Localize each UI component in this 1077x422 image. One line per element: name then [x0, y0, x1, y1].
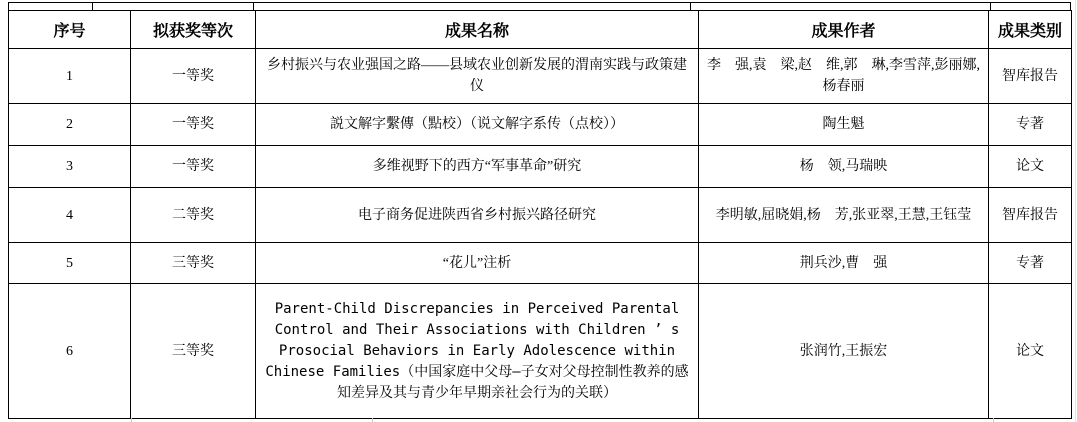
header-row [9, 11, 1072, 49]
cell-category: 论文 [989, 146, 1072, 188]
table-row [9, 243, 1072, 284]
cell-achievement-name: 多维视野下的西方“军事革命”研究 [256, 146, 699, 188]
screenshot-edge-line [1075, 0, 1076, 422]
clipped-gridline-stub [372, 418, 373, 422]
cell-authors: 李 强,袁 梁,赵 维,郭 琳,李雪萍,彭丽娜,杨春丽 [699, 49, 989, 104]
cell-category: 专著 [989, 104, 1072, 146]
cell-achievement-name: 乡村振兴与农业强国之路——县域农业创新发展的渭南实践与政策建仪 [256, 49, 699, 104]
cell-number: 3 [9, 146, 131, 188]
cell-authors: 杨 领,马瑞映 [699, 146, 989, 188]
table-row [9, 146, 1072, 188]
cell-number: 4 [9, 188, 131, 243]
cell-authors: 陶生魁 [699, 104, 989, 146]
cell-achievement-name: Parent-Child Discrepancies in Perceived Parental Control and Their Associations with Children ’ s Prosocial Behaviors in Early Adolescence within Chinese Families（中国家庭中父母—子女对父母控制性教养的感知差异及其与青少年早期亲社会行为的关联） [256, 284, 699, 419]
cell-category: 论文 [989, 284, 1072, 419]
cell-category: 专著 [989, 243, 1072, 284]
cell-achievement-name: 电子商务促进陕西省乡村振兴路径研究 [256, 188, 699, 243]
cell-award-level: 一等奖 [131, 146, 256, 188]
table-row [9, 284, 1072, 419]
cell-achievement-name: “花儿”注析 [256, 243, 699, 284]
cell-number: 1 [9, 49, 131, 104]
cell-award-level: 二等奖 [131, 188, 256, 243]
column-header-authors: 成果作者 [699, 11, 989, 49]
cell-authors: 荆兵沙,曹 强 [699, 243, 989, 284]
cell-award-level: 一等奖 [131, 104, 256, 146]
award-results-table [8, 10, 1072, 419]
cell-category: 智库报告 [989, 188, 1072, 243]
cell-achievement-name: 説文解字繫傳（點校）（说文解字系传（点校）） [256, 104, 699, 146]
clipped-top-gridline [8, 2, 1071, 3]
table-row [9, 49, 1072, 104]
table-row [9, 104, 1072, 146]
clipped-gridline-stub [131, 418, 132, 422]
clipped-gridline-stub [993, 418, 994, 422]
column-header-award-level: 拟获奖等次 [131, 11, 256, 49]
cell-number: 6 [9, 284, 131, 419]
column-header-category: 成果类别 [989, 11, 1072, 49]
column-header-number: 序号 [9, 11, 131, 49]
cell-award-level: 一等奖 [131, 49, 256, 104]
table-row [9, 188, 1072, 243]
column-header-achievement-name: 成果名称 [256, 11, 699, 49]
cell-award-level: 三等奖 [131, 243, 256, 284]
cell-award-level: 三等奖 [131, 284, 256, 419]
cell-authors: 张润竹,王振宏 [699, 284, 989, 419]
cell-category: 智库报告 [989, 49, 1072, 104]
cell-number: 5 [9, 243, 131, 284]
cell-number: 2 [9, 104, 131, 146]
cell-authors: 李明敏,屈晓娟,杨 芳,张亚翠,王慧,王钰莹 [699, 188, 989, 243]
